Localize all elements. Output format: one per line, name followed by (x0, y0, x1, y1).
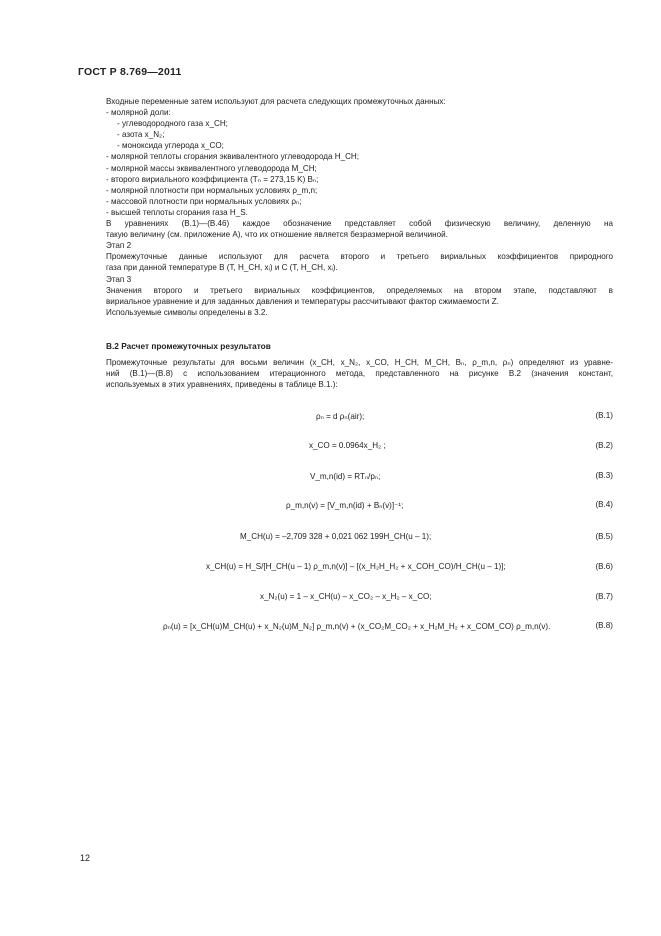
equation-number: (В.3) (595, 471, 613, 480)
stage-label: Этап 2 (106, 241, 132, 251)
list-item: - молярной массы эквивалентного углеводорода M_CH; (106, 163, 317, 173)
equation-b7: x_N₂(u) = 1 – x_CH(u) – x_CO₂ – x_H₂ – x_CO; (260, 592, 432, 601)
list-item: - второго вириального коэффициента (Tₙ = 273,15 K) Bₙ; (106, 174, 319, 184)
intro-sentence: Входные переменные затем используют для расчета следующих промежуточных данных: (106, 97, 446, 106)
equation-b4: ρ_m,n(v) = [V_m,n(id) + Bₙ(v)]⁻¹; (286, 501, 404, 510)
equation-number: (В.5) (595, 532, 613, 541)
list-subitem: - моноксида углерода x_CO; (117, 141, 224, 151)
section-heading: В.2 Расчет промежуточных результатов (106, 341, 271, 351)
list-item: - молярной плотности при нормальных условиях ρ_m,n; (106, 185, 318, 195)
page-number: 12 (80, 853, 91, 863)
section-paragraph (106, 357, 613, 390)
equation-number: (В.4) (595, 500, 613, 509)
equation-b2: x_CO = 0.0964x_H₂ ; (309, 441, 386, 450)
equation-number: (В.6) (595, 562, 613, 571)
equation-number: (В.8) (595, 621, 613, 630)
equation-b5: M_CH(u) = –2,709 328 + 0,021 062 199H_CH(u – 1); (240, 532, 432, 541)
stage-label: Этап 3 (106, 274, 132, 284)
intro-block (106, 96, 613, 318)
equation-b3: V_m,n(id) = RTₙ/pₙ; (310, 472, 381, 481)
equation-number: (В.1) (595, 411, 613, 420)
equation-number: (В.2) (595, 441, 613, 450)
paragraph-line: Значения второго и третьего вириальных коэффициентов, определяемых на втором этапе, подставляют в (106, 285, 613, 295)
paragraph-line: вириальное уравнение и для заданных давления и температуры рассчитывают фактор сжимаемости Z. (106, 296, 499, 306)
paragraph-line: Промежуточные результаты для восьми величин (x_CH, x_N₂, x_CO, H_CH, M_CH, Bₙ, ρ_m,n, ρₙ) определяют из уравне- (106, 358, 613, 367)
paragraph-line: используемых в этих уравнениях, приведены в таблице В.1.): (106, 380, 338, 390)
paragraph-line: такую величину (см. приложение А), что их отношение является безразмерной величиной. (106, 230, 448, 240)
equation-b1: ρₙ = d ρₙ(air); (316, 412, 365, 421)
document-header: ГОСТ Р 8.769—2011 (78, 66, 182, 78)
list-item: - высшей теплоты сгорания газа H_S. (106, 207, 248, 217)
list-subitem: - углеводородного газа x_CH; (117, 119, 228, 129)
list-item: - массовой плотности при нормальных условиях ρₙ; (106, 196, 302, 206)
equation-number: (В.7) (595, 592, 613, 601)
equation-b8: ρₙ(u) = [x_CH(u)M_CH(u) + x_N₂(u)M_N₂] ρ_m,n(v) + (x_CO₂M_CO₂ + x_H₂M_H₂ + x_COM_CO) ρ_m,n(v). (163, 622, 551, 631)
paragraph-line: В уравнениях (В.1)—(В.46) каждое обозначение представляет собой физическую величину, деленную на (106, 219, 613, 229)
list-item: - молярной теплоты сгорания эквивалентного углеводорода H_CH; (106, 152, 360, 162)
list-subitem: - азота x_N₂; (117, 130, 165, 140)
equation-b6: x_CH(u) = H_S/[H_CH(u – 1) ρ_m,n(v)] – [(x_H₂H_H₂ + x_COH_CO)/H_CH(u – 1)]; (206, 562, 506, 571)
paragraph-line: Используемые символы определены в 3.2. (106, 307, 268, 317)
paragraph-line: газа при данной температуре B (T, H_CH, xᵢ) и C (T, H_CH, xᵢ). (106, 263, 338, 273)
paragraph-line: Промежуточные данные используют для расчета второго и третьего вириальных коэффициентов природного (106, 252, 613, 262)
paragraph-line: ний (В.1)—(В.8) с использованием итерационного метода, представленного на рисунке В.2 (значения констант, (106, 369, 613, 379)
list-item: - молярной доли: (106, 108, 171, 118)
